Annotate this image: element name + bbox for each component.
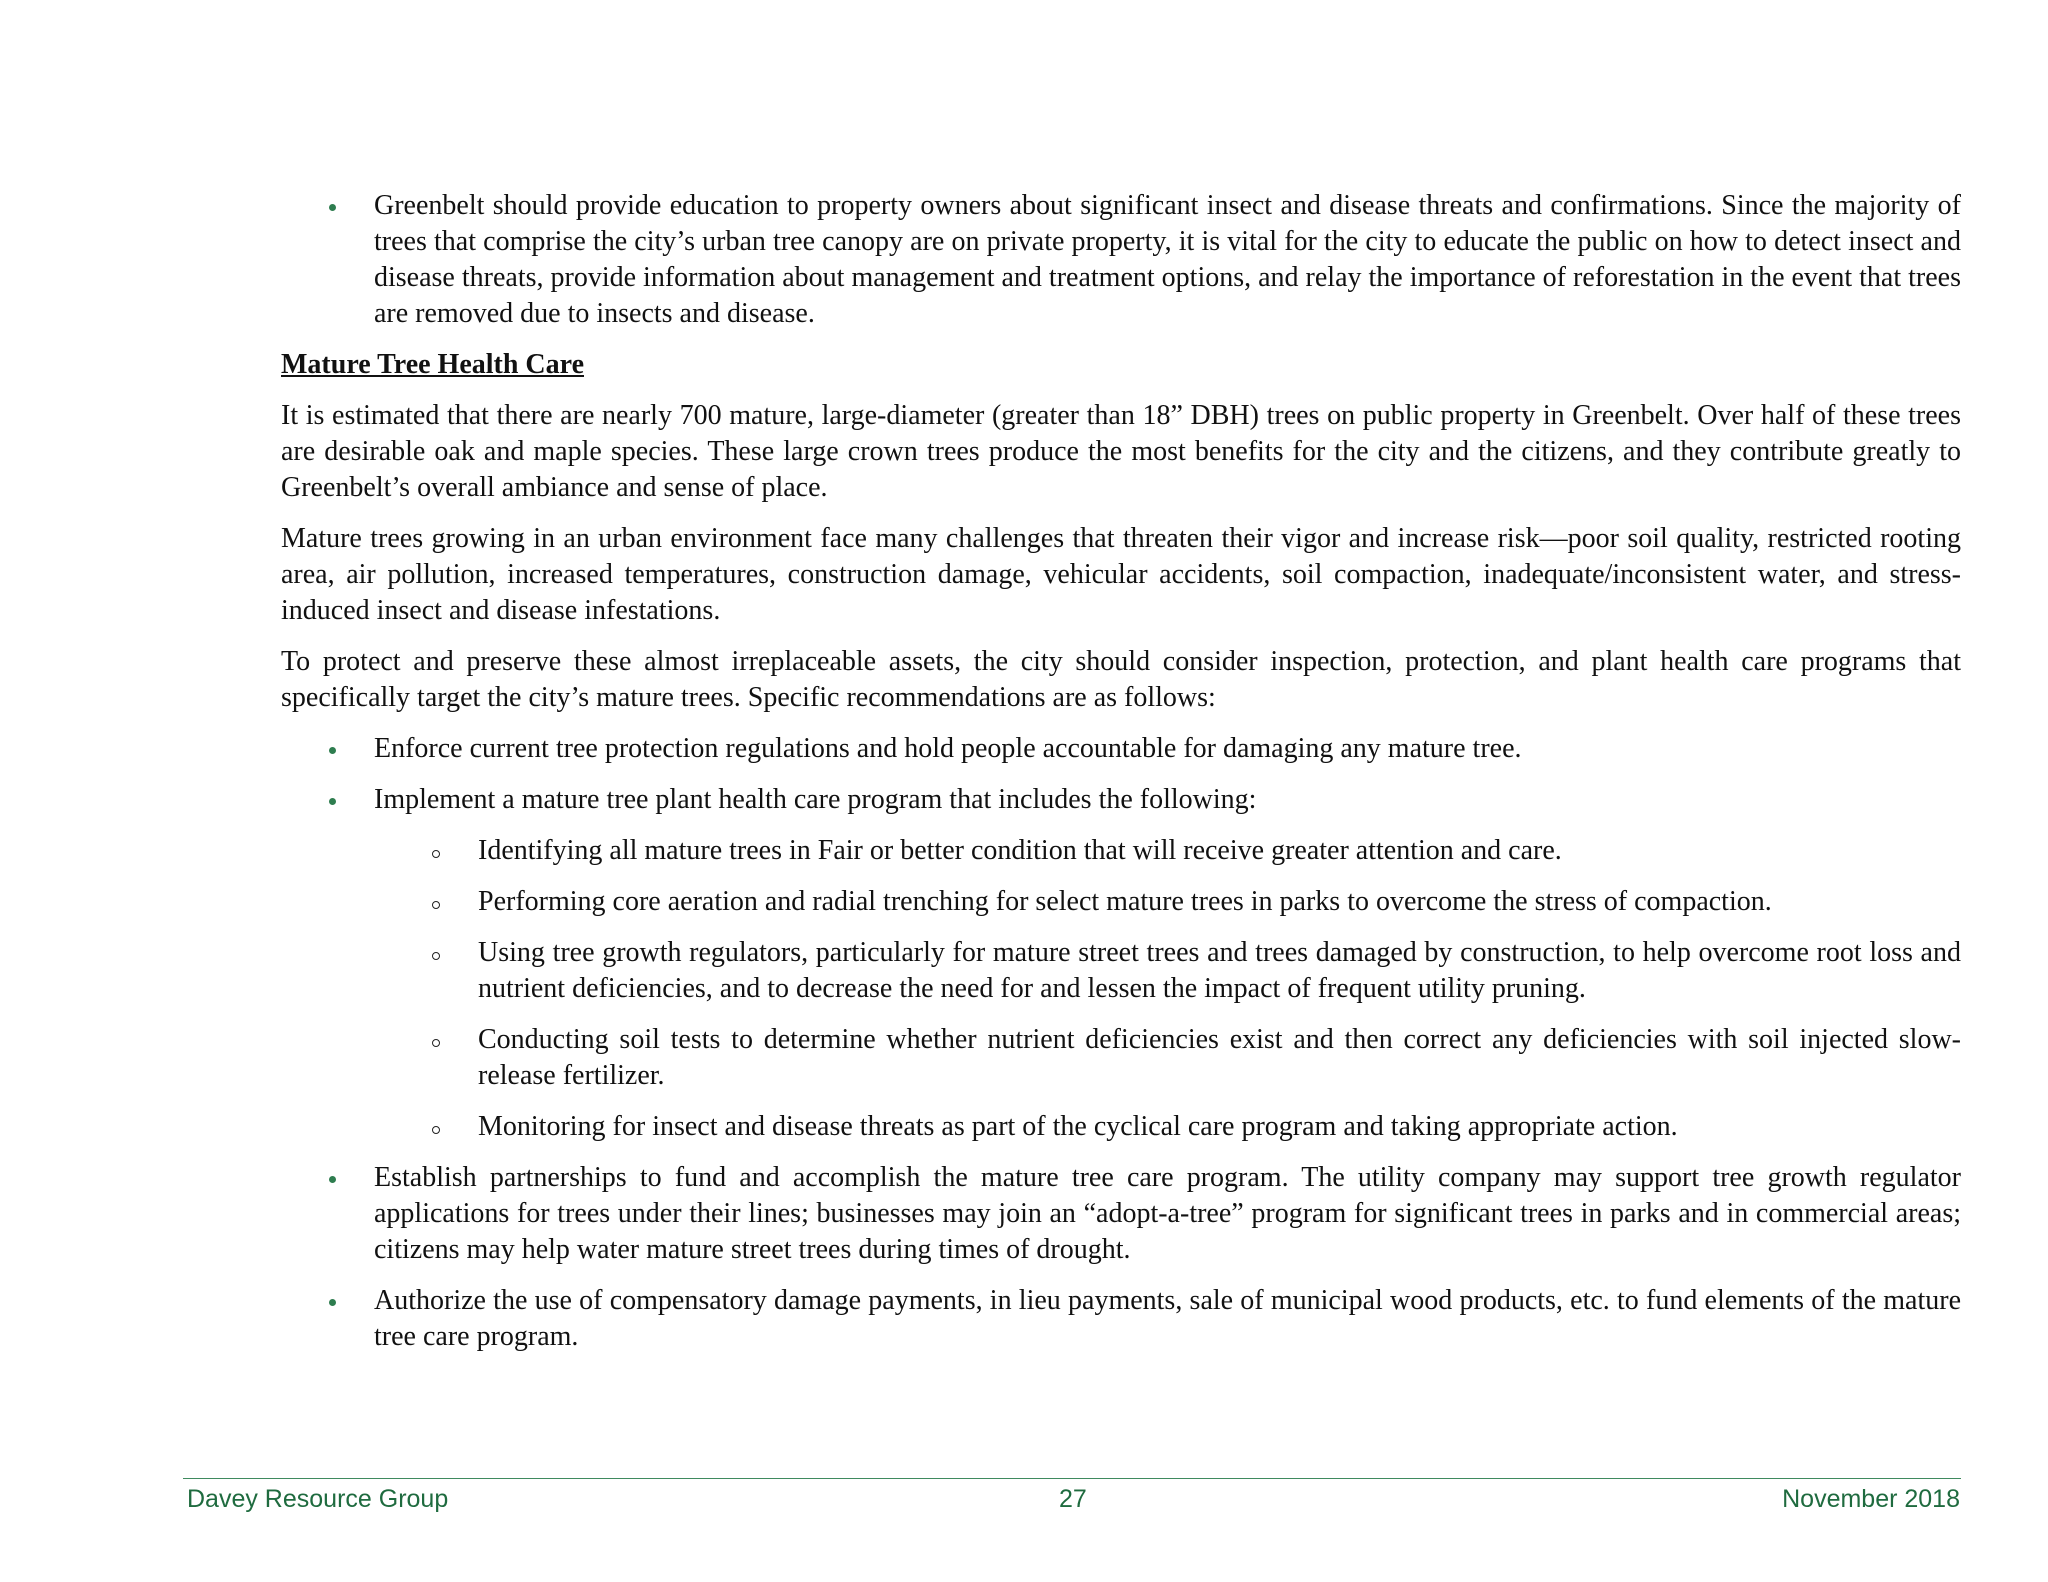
- bullet-item: [281, 782, 1961, 818]
- bullet-text: Enforce current tree protection regulations and hold people accountable for damaging any mature tree.: [374, 733, 1522, 764]
- paragraph: It is estimated that there are nearly 700 mature, large-diameter (greater than 18” DBH) trees on public property in Greenbelt. Over half of these trees are desirable oak and maple species. These large crown trees produce the most benefits for the city and the citizens, and they contribute greatly to Greenbelt’s overall ambiance and sense of place.: [281, 400, 1961, 503]
- sub-list-text: Performing core aeration and radial trenching for select mature trees in parks to overcome the stress of compaction.: [478, 886, 1772, 917]
- sub-list-text: Using tree growth regulators, particularly for mature street trees and trees damaged by construction, to help overcome root loss and nutrient deficiencies, and to decrease the need for and lessen the impact of frequent utility pruning.: [478, 937, 1961, 1004]
- sub-list-text: Identifying all mature trees in Fair or better condition that will receive greater attention and care.: [478, 835, 1562, 866]
- bullet-text: Authorize the use of compensatory damage payments, in lieu payments, sale of municipal wood products, etc. to fund elements of the mature tree care program.: [374, 1285, 1961, 1352]
- paragraph: To protect and preserve these almost irreplaceable assets, the city should consider inspection, protection, and plant health care programs that specifically target the city’s mature trees. Specific recommendations are as follows:: [281, 646, 1961, 713]
- bullet-item: [281, 731, 1961, 767]
- bullet-item: [281, 1160, 1961, 1268]
- footer-date: November 2018: [1782, 1485, 1960, 1513]
- paragraph: Mature trees growing in an urban environment face many challenges that threaten their vigor and increase risk—poor soil quality, restricted rooting area, air pollution, increased temperatures, construction damage, vehicular accidents, soil compaction, inadequate/inconsistent water, and stress-induced insect and disease infestations.: [281, 523, 1961, 626]
- bullet-text: Establish partnerships to fund and accomplish the mature tree care program. The utility company may support tree growth regulator applications for trees under their lines; businesses may join an “adopt-a-tree” program for significant trees in parks and in commercial areas; citizens may help water mature street trees during times of drought.: [374, 1162, 1961, 1265]
- bullet-item: [281, 1283, 1961, 1355]
- sub-list-item: [281, 1109, 1961, 1145]
- bullet-dot-icon: [329, 1299, 336, 1306]
- bullet-dot-icon: [329, 798, 336, 805]
- sub-list-item: [281, 1022, 1961, 1094]
- footer-divider: [183, 1478, 1961, 1479]
- circle-bullet-icon: [432, 1126, 440, 1134]
- sub-list-item: [281, 935, 1961, 1007]
- bullet-item: [281, 188, 1961, 332]
- circle-bullet-icon: [432, 850, 440, 858]
- sub-list-item: [281, 833, 1961, 869]
- bullet-dot-icon: [329, 1176, 336, 1183]
- bullet-dot-icon: [329, 747, 336, 754]
- bullet-text: Greenbelt should provide education to property owners about significant insect and disease threats and confirmations. Since the majority of trees that comprise the city’s urban tree canopy are on private property, it is vital for the city to educate the public on how to detect insect and disease threats, provide information about management and treatment options, and relay the importance of reforestation in the event that trees are removed due to insects and disease.: [374, 190, 1961, 329]
- section-heading: Mature Tree Health Care: [281, 349, 584, 380]
- bullet-text: Implement a mature tree plant health care program that includes the following:: [374, 784, 1257, 815]
- footer-organization: Davey Resource Group: [187, 1485, 449, 1513]
- bullet-dot-icon: [329, 204, 336, 211]
- document-body: [281, 188, 1961, 1370]
- circle-bullet-icon: [432, 901, 440, 909]
- circle-bullet-icon: [432, 952, 440, 960]
- sub-list-text: Monitoring for insect and disease threats as part of the cyclical care program and taking appropriate action.: [478, 1111, 1678, 1142]
- page-number: 27: [1059, 1485, 1087, 1513]
- circle-bullet-icon: [432, 1039, 440, 1047]
- sub-list-item: [281, 884, 1961, 920]
- sub-list-text: Conducting soil tests to determine whether nutrient deficiencies exist and then correct any deficiencies with soil injected slow-release fertilizer.: [478, 1024, 1961, 1091]
